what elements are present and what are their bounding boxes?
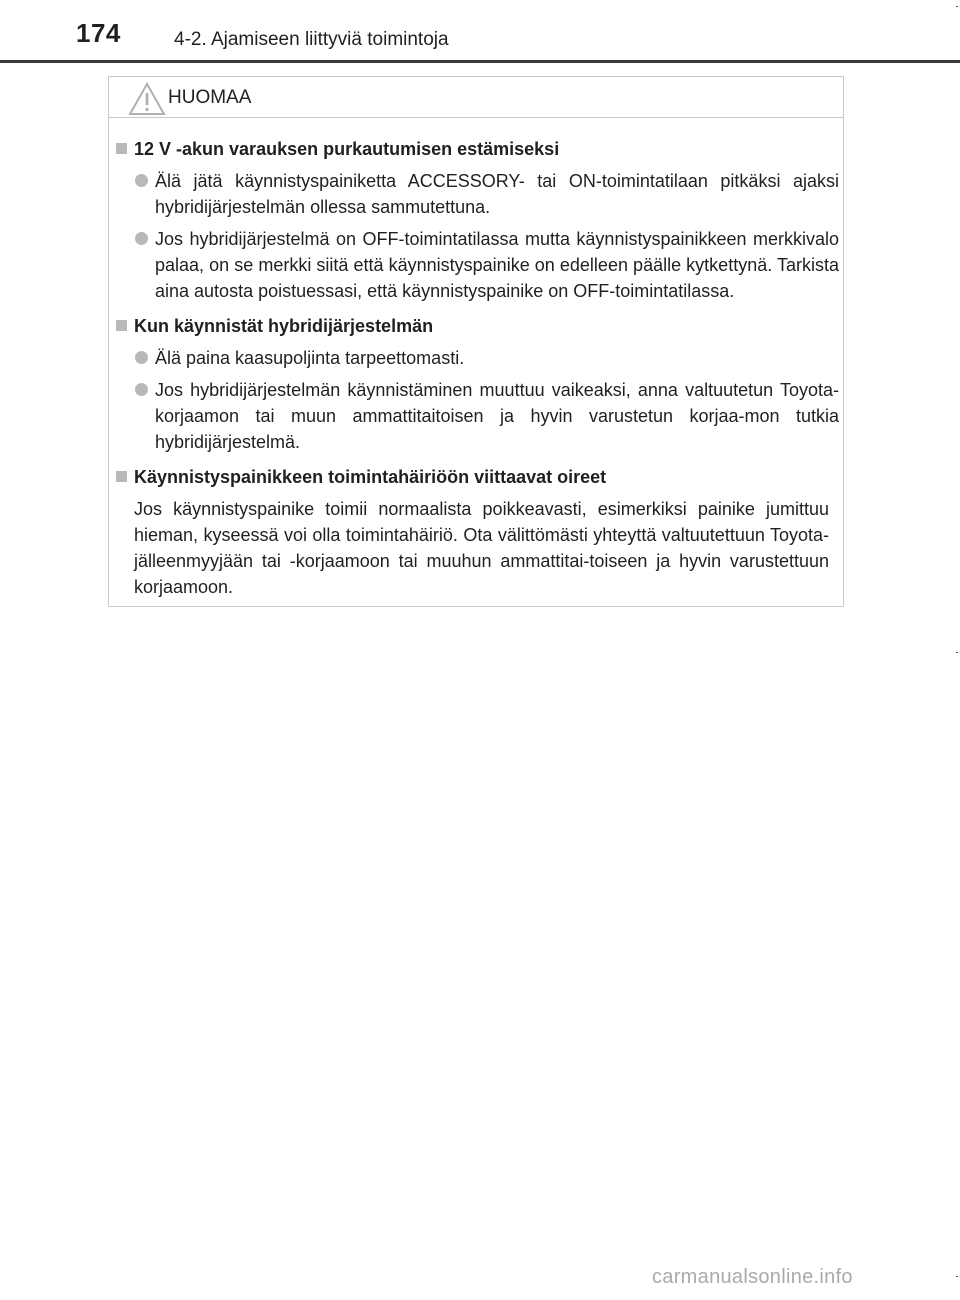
section-heading xyxy=(109,137,845,162)
notice-header xyxy=(109,77,843,118)
notice-section xyxy=(109,465,845,600)
round-bullet-icon xyxy=(135,383,148,396)
crop-mark xyxy=(956,652,958,653)
section-heading xyxy=(109,314,845,339)
page-number: 174 xyxy=(76,18,121,48)
section-body: Jos käynnistyspainike toimii normaalista poikkeavasti, esimerkiksi painike jumittuu hieman, kyseessä voi olla toimintahäiriö. Ota välittömästi yhteyttä valtuutettuun Toyota-jälleenmyyjään tai -korjaamoon tai muuhun ammattitai-toiseen ja hyvin varustettuun korjaamoon. xyxy=(134,499,829,597)
list-item-text: Älä jätä käynnistyspainiketta ACCESSORY- tai ON-toimintatilaan pitkäksi ajaksi hybridijärjestelmän ollessa sammutettuna. xyxy=(155,171,839,217)
notice-section xyxy=(109,314,845,455)
list-item xyxy=(109,345,845,371)
crop-mark xyxy=(956,6,958,7)
notice-box xyxy=(108,76,844,607)
watermark: carmanualsonline.info xyxy=(652,1266,853,1288)
round-bullet-icon xyxy=(135,232,148,245)
notice-section xyxy=(109,137,845,304)
section-title: 4-2. Ajamiseen liittyviä toimintoja xyxy=(174,29,449,50)
square-bullet-icon xyxy=(116,320,127,331)
notice-title: HUOMAA xyxy=(168,87,252,108)
list-item xyxy=(109,377,845,455)
list-item-text: Jos hybridijärjestelmän käynnistäminen muuttuu vaikeaksi, anna valtuutetun Toyota-korjaamon tai muun ammattitaitoisen ja hyvin varustetun korjaa-mon tutkia hybridijärjestelmä. xyxy=(155,380,839,452)
list-item xyxy=(109,226,845,304)
section-heading xyxy=(109,465,845,490)
square-bullet-icon xyxy=(116,143,127,154)
section-heading-text: 12 V -akun varauksen purkautumisen estämiseksi xyxy=(134,139,560,159)
round-bullet-icon xyxy=(135,174,148,187)
section-heading-text: Käynnistyspainikkeen toimintahäiriöön viittaavat oireet xyxy=(134,467,607,487)
square-bullet-icon xyxy=(116,471,127,482)
round-bullet-icon xyxy=(135,351,148,364)
notice-content xyxy=(109,137,845,600)
warning-triangle-icon xyxy=(128,82,166,116)
list-item-text: Älä paina kaasupoljinta tarpeettomasti. xyxy=(155,348,465,368)
list-item-text: Jos hybridijärjestelmä on OFF-toimintatilassa mutta käynnistyspainikkeen merkkivalo palaa, on se merkki siitä että käynnistyspainike on edelleen päälle kytkettynä. Tarkista aina autosta poistuessasi, että käynnistyspainike on OFF-toimintatilassa. xyxy=(155,229,839,301)
page-header xyxy=(0,0,960,64)
header-rule xyxy=(0,60,960,63)
list-item xyxy=(109,168,845,220)
crop-mark xyxy=(956,1276,958,1277)
section-heading-text: Kun käynnistät hybridijärjestelmän xyxy=(134,316,434,336)
